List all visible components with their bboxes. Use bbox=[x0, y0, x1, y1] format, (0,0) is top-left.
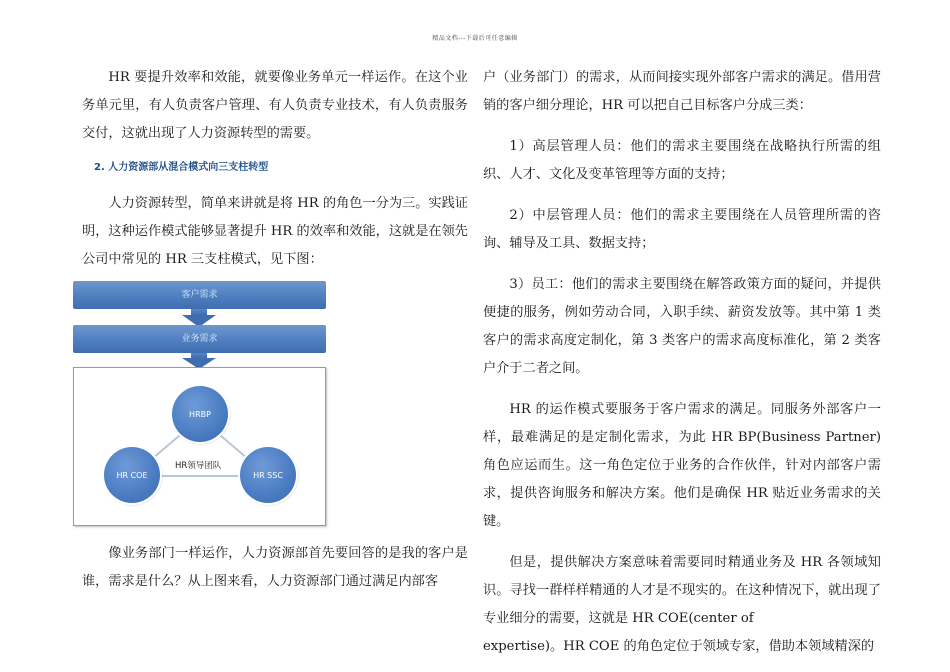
right-column bbox=[483, 64, 881, 661]
page-header: 精品文档---下载后可任意编辑 bbox=[432, 35, 518, 42]
paragraph-employees: 3）员工：他们的需求主要围绕在解答政策方面的疑问，并提供便捷的服务，例如劳动合同，入职手续、薪资发放等。其中第 1 类客户的需求高度定制化，第 3 类客户的需求高度标准化，第 2 类客户介于二者之间。 bbox=[483, 277, 881, 376]
paragraph-hr-efficiency: HR 要提升效率和效能，就要像业务单元一样运作。在这个业务单元里，有人负责客户管理、有人负责专业技术，有人负责服务交付，这就出现了人力资源转型的需要。 bbox=[82, 70, 468, 141]
paragraph-hr-transformation: 人力资源转型，简单来讲就是将 HR 的角色一分为三。实践证明，这种运作模式能够显著提升 HR 的效率和效能，这就是在领先公司中常见的 HR 三支柱模式，见下图： bbox=[82, 196, 468, 267]
left-column-bottom bbox=[82, 540, 468, 596]
paragraph-customer-question: 像业务部门一样运作，人力资源部首先要回答的是我的客户是谁，需求是什么？从上图来看，人力资源部门通过满足内部客 bbox=[82, 546, 468, 589]
paragraph-hr-coe-cont: expertise)。HR COE 的角色定位于领域专家，借助本领域精深的 bbox=[483, 639, 875, 654]
customer-demand-bar: 客户需求 bbox=[73, 281, 326, 309]
paragraph-middle-managers: 2）中层管理人员：他们的需求主要围绕在人员管理所需的咨询、辅导及工具、数据支持； bbox=[483, 208, 881, 251]
business-demand-bar: 业务需求 bbox=[73, 325, 326, 353]
paragraph-hr-bp: HR 的运作模式要服务于客户需求的满足。同服务外部客户一样，最难满足的是定制化需求，为此 HR BP(Business Partner) 角色应运而生。这一角色定位于业务的合作伙伴，针对内部客户需求，提供咨询服务和解决方案。他们是确保 HR 贴近业务需求的关键。 bbox=[483, 402, 881, 529]
hr-coe-circle: HR COE bbox=[104, 447, 160, 503]
paragraph-senior-managers: 1）高层管理人员：他们的需求主要围绕在战略执行所需的组织、人才、文化及变革管理等方面的支持； bbox=[483, 139, 881, 182]
hr-three-pillar-diagram bbox=[73, 281, 326, 526]
paragraph-customer-segmentation: 户（业务部门）的需求，从而间接实现外部客户需求的满足。借用营销的客户细分理论，HR 可以把自己目标客户分成三类： bbox=[483, 70, 881, 113]
paragraph-hr-coe: 但是，提供解决方案意味着需要同时精通业务及 HR 各领域知识。寻找一群样样精通的人才是不现实的。在这种情况下，就出现了专业细分的需要，这就是 HR COE(center of bbox=[483, 555, 881, 626]
hrbp-circle: HRBP bbox=[172, 386, 228, 442]
hr-ssc-circle: HR SSC bbox=[240, 447, 296, 503]
hr-leadership-label: HR领导团队 bbox=[175, 461, 222, 471]
section-heading: 2. 人力资源部从混合模式向三支柱转型 bbox=[94, 162, 269, 173]
three-pillar-panel bbox=[73, 367, 326, 526]
left-column bbox=[82, 64, 468, 274]
